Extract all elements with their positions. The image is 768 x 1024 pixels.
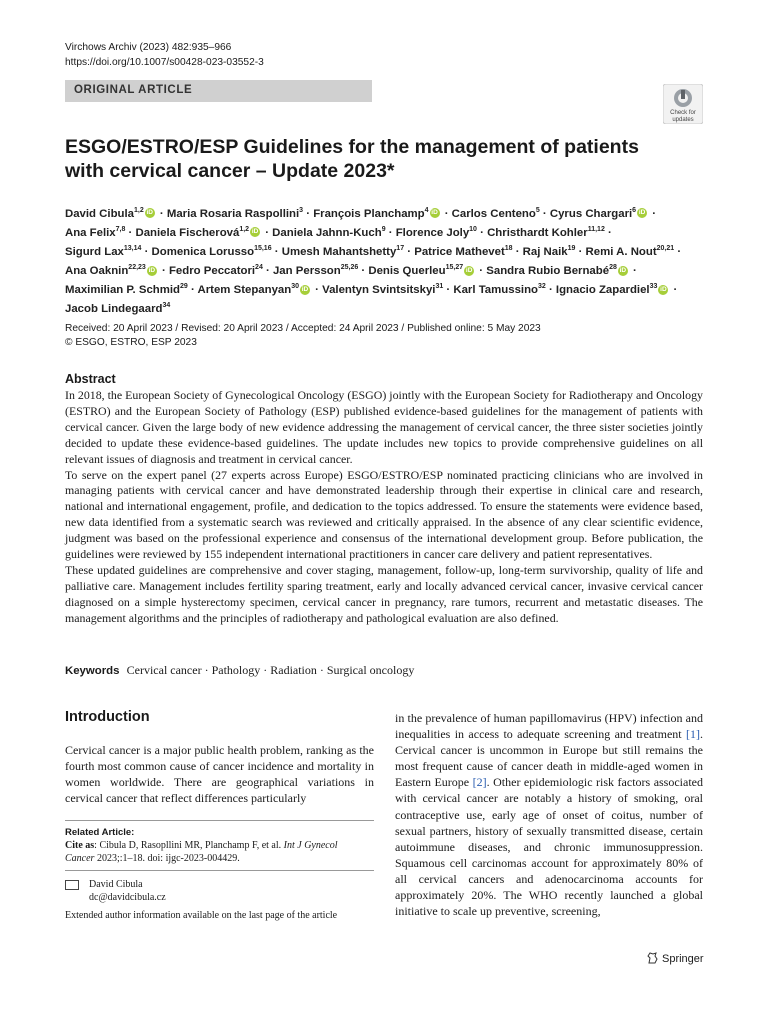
title-line-1: ESGO/ESTRO/ESP Guidelines for the management of patients bbox=[65, 136, 639, 158]
contact-divider bbox=[65, 870, 374, 871]
intro-text-c: . Other epidemiologic risk factors associated with cervical cancer are notably a history of smoking, oral contraceptive use, early age of onset of coitus, number of sexual partners, history of sexually transmitted disease, certain autoimmune diseases, and chronic immunosuppression. Squamous cell carcinomas account for approximately 80% of all cervical cancers and adenocarcinoma accounts for approximately 20%. The WHO recently launched a global initiative to scale up preventive, screening, bbox=[395, 775, 704, 919]
intro-text-a: in the prevalence of human papillomavirus (HPV) infection and inequalities in access to adequate screening and treatment bbox=[395, 711, 703, 742]
intro-text-b: . Cervical cancer is uncommon in Europe but still remains the most frequent cause of cancer death in middle-aged women in Eastern Europe bbox=[395, 727, 703, 790]
title-line-2: with cervical cancer – Update 2023* bbox=[65, 160, 395, 182]
envelope-icon bbox=[65, 880, 79, 890]
cite-end: 2023;:1–18. doi: ijgc-2023-004429. bbox=[94, 853, 240, 864]
keywords bbox=[65, 663, 414, 678]
publication-dates bbox=[65, 322, 541, 350]
corresponding-author bbox=[65, 878, 166, 904]
check-for-updates-icon bbox=[663, 84, 703, 124]
contact-email[interactable]: dc@davidcibula.cz bbox=[89, 892, 166, 903]
orcid-icon[interactable]: iD bbox=[619, 266, 627, 274]
check-updates-line2: updates bbox=[672, 117, 694, 123]
orcid-icon[interactable]: iD bbox=[638, 209, 646, 217]
journal-citation-block bbox=[65, 40, 264, 70]
abstract-paragraph-3: These updated guidelines are comprehensive and cover staging, management, follow-up, long-term survivorship, quality of life and palliative care. Management includes fertility sparing treatment, early and locally advanced cervical cancer, invasive cervical cancer diagnosed on a simple hysterectomy specimen, cervical cancer in pregnancy, rare tumors, recurrent and metastatic diseases. The management algorithms and the principles of radiotherapy and pathological evaluation are also defined. bbox=[65, 562, 703, 625]
footnote-divider bbox=[65, 820, 374, 821]
orcid-icon[interactable]: iD bbox=[146, 209, 153, 217]
abstract-paragraph-1: In 2018, the European Society of Gynecological Oncology (ESGO) jointly with the European Society for Radiotherapy and Oncology (ESTRO) and the European Society of Pathology (ESP) published evidence-based guidelines for the management of patients with cervical cancer. Given the large body of new evidence addressing the management of cervical cancer, the three sister societies jointly decided to update these evidence-based guidelines. The update includes new topics to provide comprehensive guidelines on all relevant issues of diagnosis and treatment in cervical cancer. bbox=[65, 388, 703, 466]
orcid-icon[interactable]: iD bbox=[301, 285, 309, 293]
dates-line: Received: 20 April 2023 / Revised: 20 April 2023 / Accepted: 24 April 2023 / Published online: 5 May 2023 bbox=[65, 323, 541, 334]
check-updates-line1: Check for bbox=[670, 110, 696, 116]
reference-link-1[interactable]: [1] bbox=[686, 727, 700, 742]
keywords-value: Cervical cancer · Pathology · Radiation · Surgical oncology bbox=[126, 663, 415, 677]
article-type-banner bbox=[65, 80, 372, 102]
orcid-icon[interactable]: iD bbox=[251, 228, 259, 236]
cite-label: Cite as bbox=[65, 840, 95, 851]
cite-text: : Cibula D, Rasopllini MR, Planchamp F, et al. bbox=[94, 840, 284, 851]
related-article bbox=[65, 826, 365, 865]
orcid-icon[interactable]: iD bbox=[465, 266, 473, 274]
contact-name: David Cibula bbox=[89, 879, 143, 890]
intro-column-1: Cervical cancer is a major public health problem, ranking as the fourth most common cause of cancer incidence and mortality in women worldwide. There are geographical variations in cervical cancer that reflect differences particularly bbox=[65, 743, 374, 806]
article-title bbox=[65, 135, 705, 183]
abstract-heading: Abstract bbox=[65, 372, 116, 386]
related-article-citation bbox=[65, 839, 365, 865]
orcid-icon[interactable]: iD bbox=[431, 209, 438, 217]
check-for-updates-badge[interactable] bbox=[663, 84, 703, 124]
reference-link-2[interactable]: [2] bbox=[472, 775, 487, 790]
doi-link[interactable]: https://doi.org/10.1007/s00428-023-03552-3 bbox=[65, 57, 264, 68]
abstract-paragraph-2: To serve on the expert panel (27 experts across Europe) ESGO/ESTRO/ESP nominated practicing clinicians who are involved in managing patients with cervical cancer and have demonstrated leadership through their expertise in clinical care and research, national and international engagement, profile, and dedication to the topics addressed. To ensure the statements were evidence based, new data identified from a systematic search was reviewed and critically appraised. In the absence of any clear scientific evidence, judgment was based on the professional experience and consensus of the international development group. Before publication, the guidelines were reviewed by 155 independent international practitioners in cancer care delivery and patient representatives. bbox=[65, 467, 703, 562]
extended-author-info: Extended author information available on the last page of the article bbox=[65, 910, 338, 921]
abstract-body bbox=[65, 388, 703, 627]
article-type-label: ORIGINAL ARTICLE bbox=[74, 84, 193, 96]
orcid-icon[interactable]: iD bbox=[148, 266, 156, 274]
orcid-icon[interactable]: iD bbox=[660, 285, 667, 293]
journal-citation: Virchows Archiv (2023) 482:935–966 bbox=[65, 42, 232, 53]
copyright-line: © ESGO, ESTRO, ESP 2023 bbox=[65, 337, 197, 348]
author-list: David Cibula$^{1,2}$ iD · Maria Rosaria Raspollini$^3$ · François Planchamp$^4$ iD · Carlos Centeno$^5$ · Cyrus Chargari$^6$ iD · Ana Felix$^{7,8}$ · Daniela Fischerová$^{1,2}$ iD · Daniela Jahnn-Kuch$^9$ · Florence Joly$^{10}$ · Christhardt Kohler$^{11,12}$ · Sigurd Lax$^{13,14}$ · Domenica Lorusso$^{15,16}$ · Umesh Mahantshetty$^{17}$ · Patrice Mathevet$^{18}$ · Raj Naik$^{19}$ · Remi A. Nout$^{20,21}$ · Ana Oaknin$^{22,23}$ iD · Fedro Peccatori$^{24}$ · Jan Persson$^{25,26}$ · Denis Querleu$^{15,27}$ iD · Sandra Rubio Bernabé$^{28}$ iD · Maximilian P. Schmid$^{29}$ · Artem Stepanyan$^{30}$ iD · Valentyn Svintsitskyi$^{31}$ · Karl Tamussino$^{32}$ · Ignacio Zapardiel$^{33}$ iD · Jacob Lindegaard$^{34}$ bbox=[65, 207, 682, 316]
publisher-name: Springer bbox=[662, 953, 704, 965]
related-article-heading: Related Article: bbox=[65, 827, 135, 838]
keywords-label: Keywords bbox=[65, 665, 120, 677]
springer-horse-icon bbox=[647, 952, 658, 964]
intro-column-2 bbox=[395, 710, 703, 919]
cite-journal: Int J Gynecol Cancer bbox=[65, 840, 338, 864]
introduction-heading: Introduction bbox=[65, 709, 150, 725]
publisher-logo bbox=[647, 952, 704, 965]
